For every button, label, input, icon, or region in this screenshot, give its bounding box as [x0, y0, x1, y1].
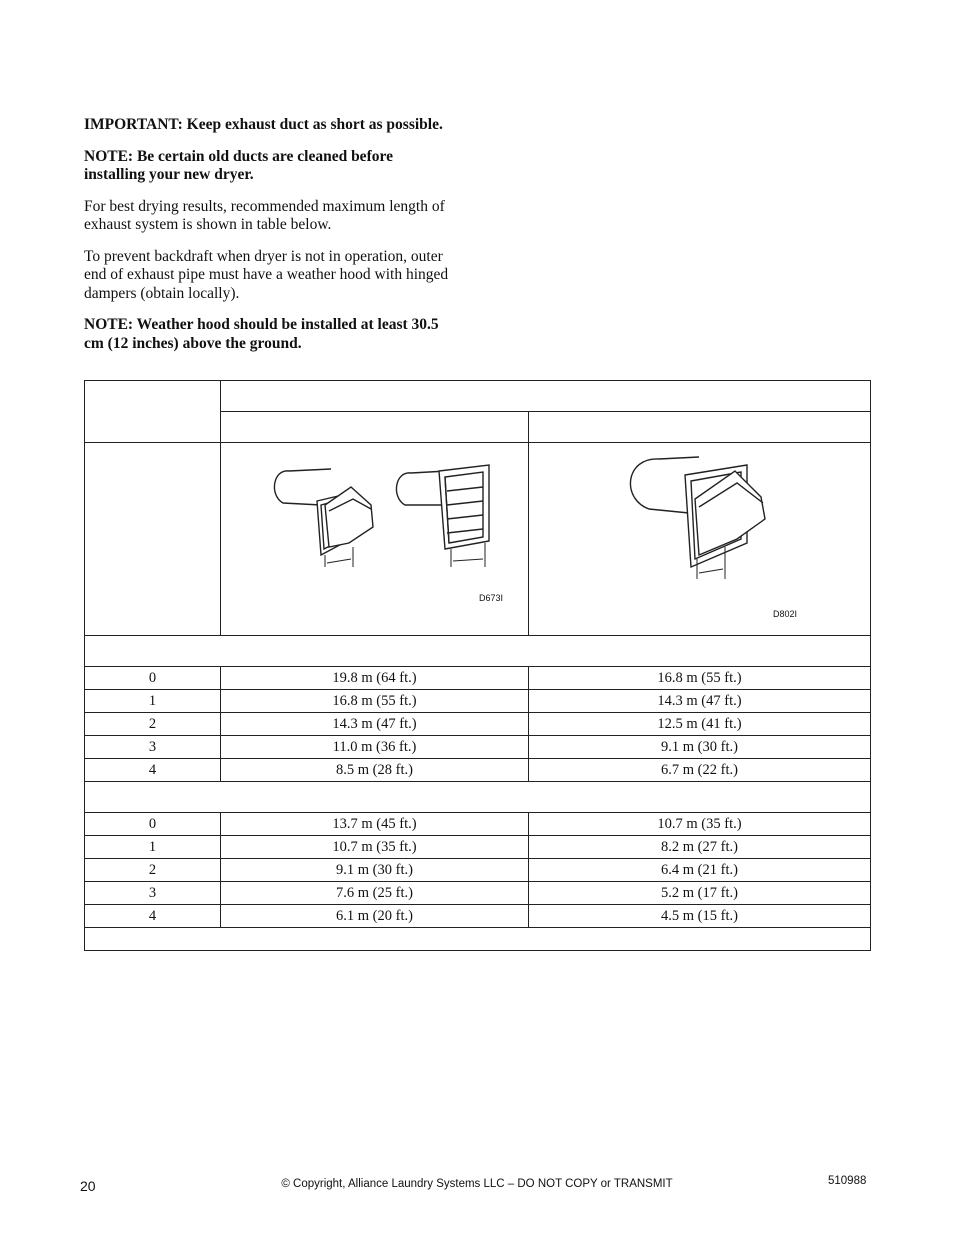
section-row-2 — [85, 782, 871, 813]
copyright-notice: © Copyright, Alliance Laundry Systems LLC – DO NOT COPY or TRANSMIT — [281, 1178, 673, 1190]
intro-text — [84, 116, 454, 366]
important-note: IMPORTANT: Keep exhaust duct as short as possible. — [84, 116, 443, 133]
paragraph-backdraft: To prevent backdraft when dryer is not in operation, outer end of exhaust pipe must have a weather hood with hinged dampers (obtain locally). — [84, 247, 449, 302]
note-weather-hood: NOTE: Weather hood should be installed at least 30.5 cm (12 inches) above the ground. — [84, 316, 439, 352]
illustration-code-left: D673I — [479, 593, 504, 603]
header-cell-elbows — [85, 381, 221, 443]
page-number: 20 — [80, 1178, 96, 1194]
table-row: 2 14.3 m (47 ft.) 12.5 m (41 ft.) — [85, 713, 871, 736]
table-row: 3 11.0 m (36 ft.) 9.1 m (30 ft.) — [85, 736, 871, 759]
illustration-cell-empty — [85, 443, 221, 636]
louvered-hood-illustration — [221, 443, 529, 635]
illustration-cell-right — [529, 443, 871, 636]
header-cell-right-hood — [529, 412, 871, 443]
illustration-row — [85, 443, 871, 636]
header-cell-left-hood — [221, 412, 529, 443]
header-row-1 — [85, 381, 871, 412]
illustration-code-right: D802I — [773, 609, 798, 619]
illustration-cell-left — [221, 443, 529, 636]
hood-illustration-right — [529, 443, 871, 635]
table-row: 1 10.7 m (35 ft.) 8.2 m (27 ft.) — [85, 836, 871, 859]
note-old-ducts: NOTE: Be certain old ducts are cleaned before installing your new dryer. — [84, 147, 393, 183]
table-row: 0 19.8 m (64 ft.) 16.8 m (55 ft.) — [85, 667, 871, 690]
document-number: 510988 — [828, 1175, 867, 1187]
table-row: 2 9.1 m (30 ft.) 6.4 m (21 ft.) — [85, 859, 871, 882]
table-footer-row — [85, 928, 871, 951]
section-row-1 — [85, 636, 871, 667]
table-row: 4 8.5 m (28 ft.) 6.7 m (22 ft.) — [85, 759, 871, 782]
table-row: 0 13.7 m (45 ft.) 10.7 m (35 ft.) — [85, 813, 871, 836]
table-row: 1 16.8 m (55 ft.) 14.3 m (47 ft.) — [85, 690, 871, 713]
table-row: 3 7.6 m (25 ft.) 5.2 m (17 ft.) — [85, 882, 871, 905]
exhaust-length-table — [84, 380, 871, 951]
header-cell-hood-type — [221, 381, 871, 412]
table-row: 4 6.1 m (20 ft.) 4.5 m (15 ft.) — [85, 905, 871, 928]
paragraph-max-length: For best drying results, recommended maximum length of exhaust system is shown in table below. — [84, 197, 445, 233]
